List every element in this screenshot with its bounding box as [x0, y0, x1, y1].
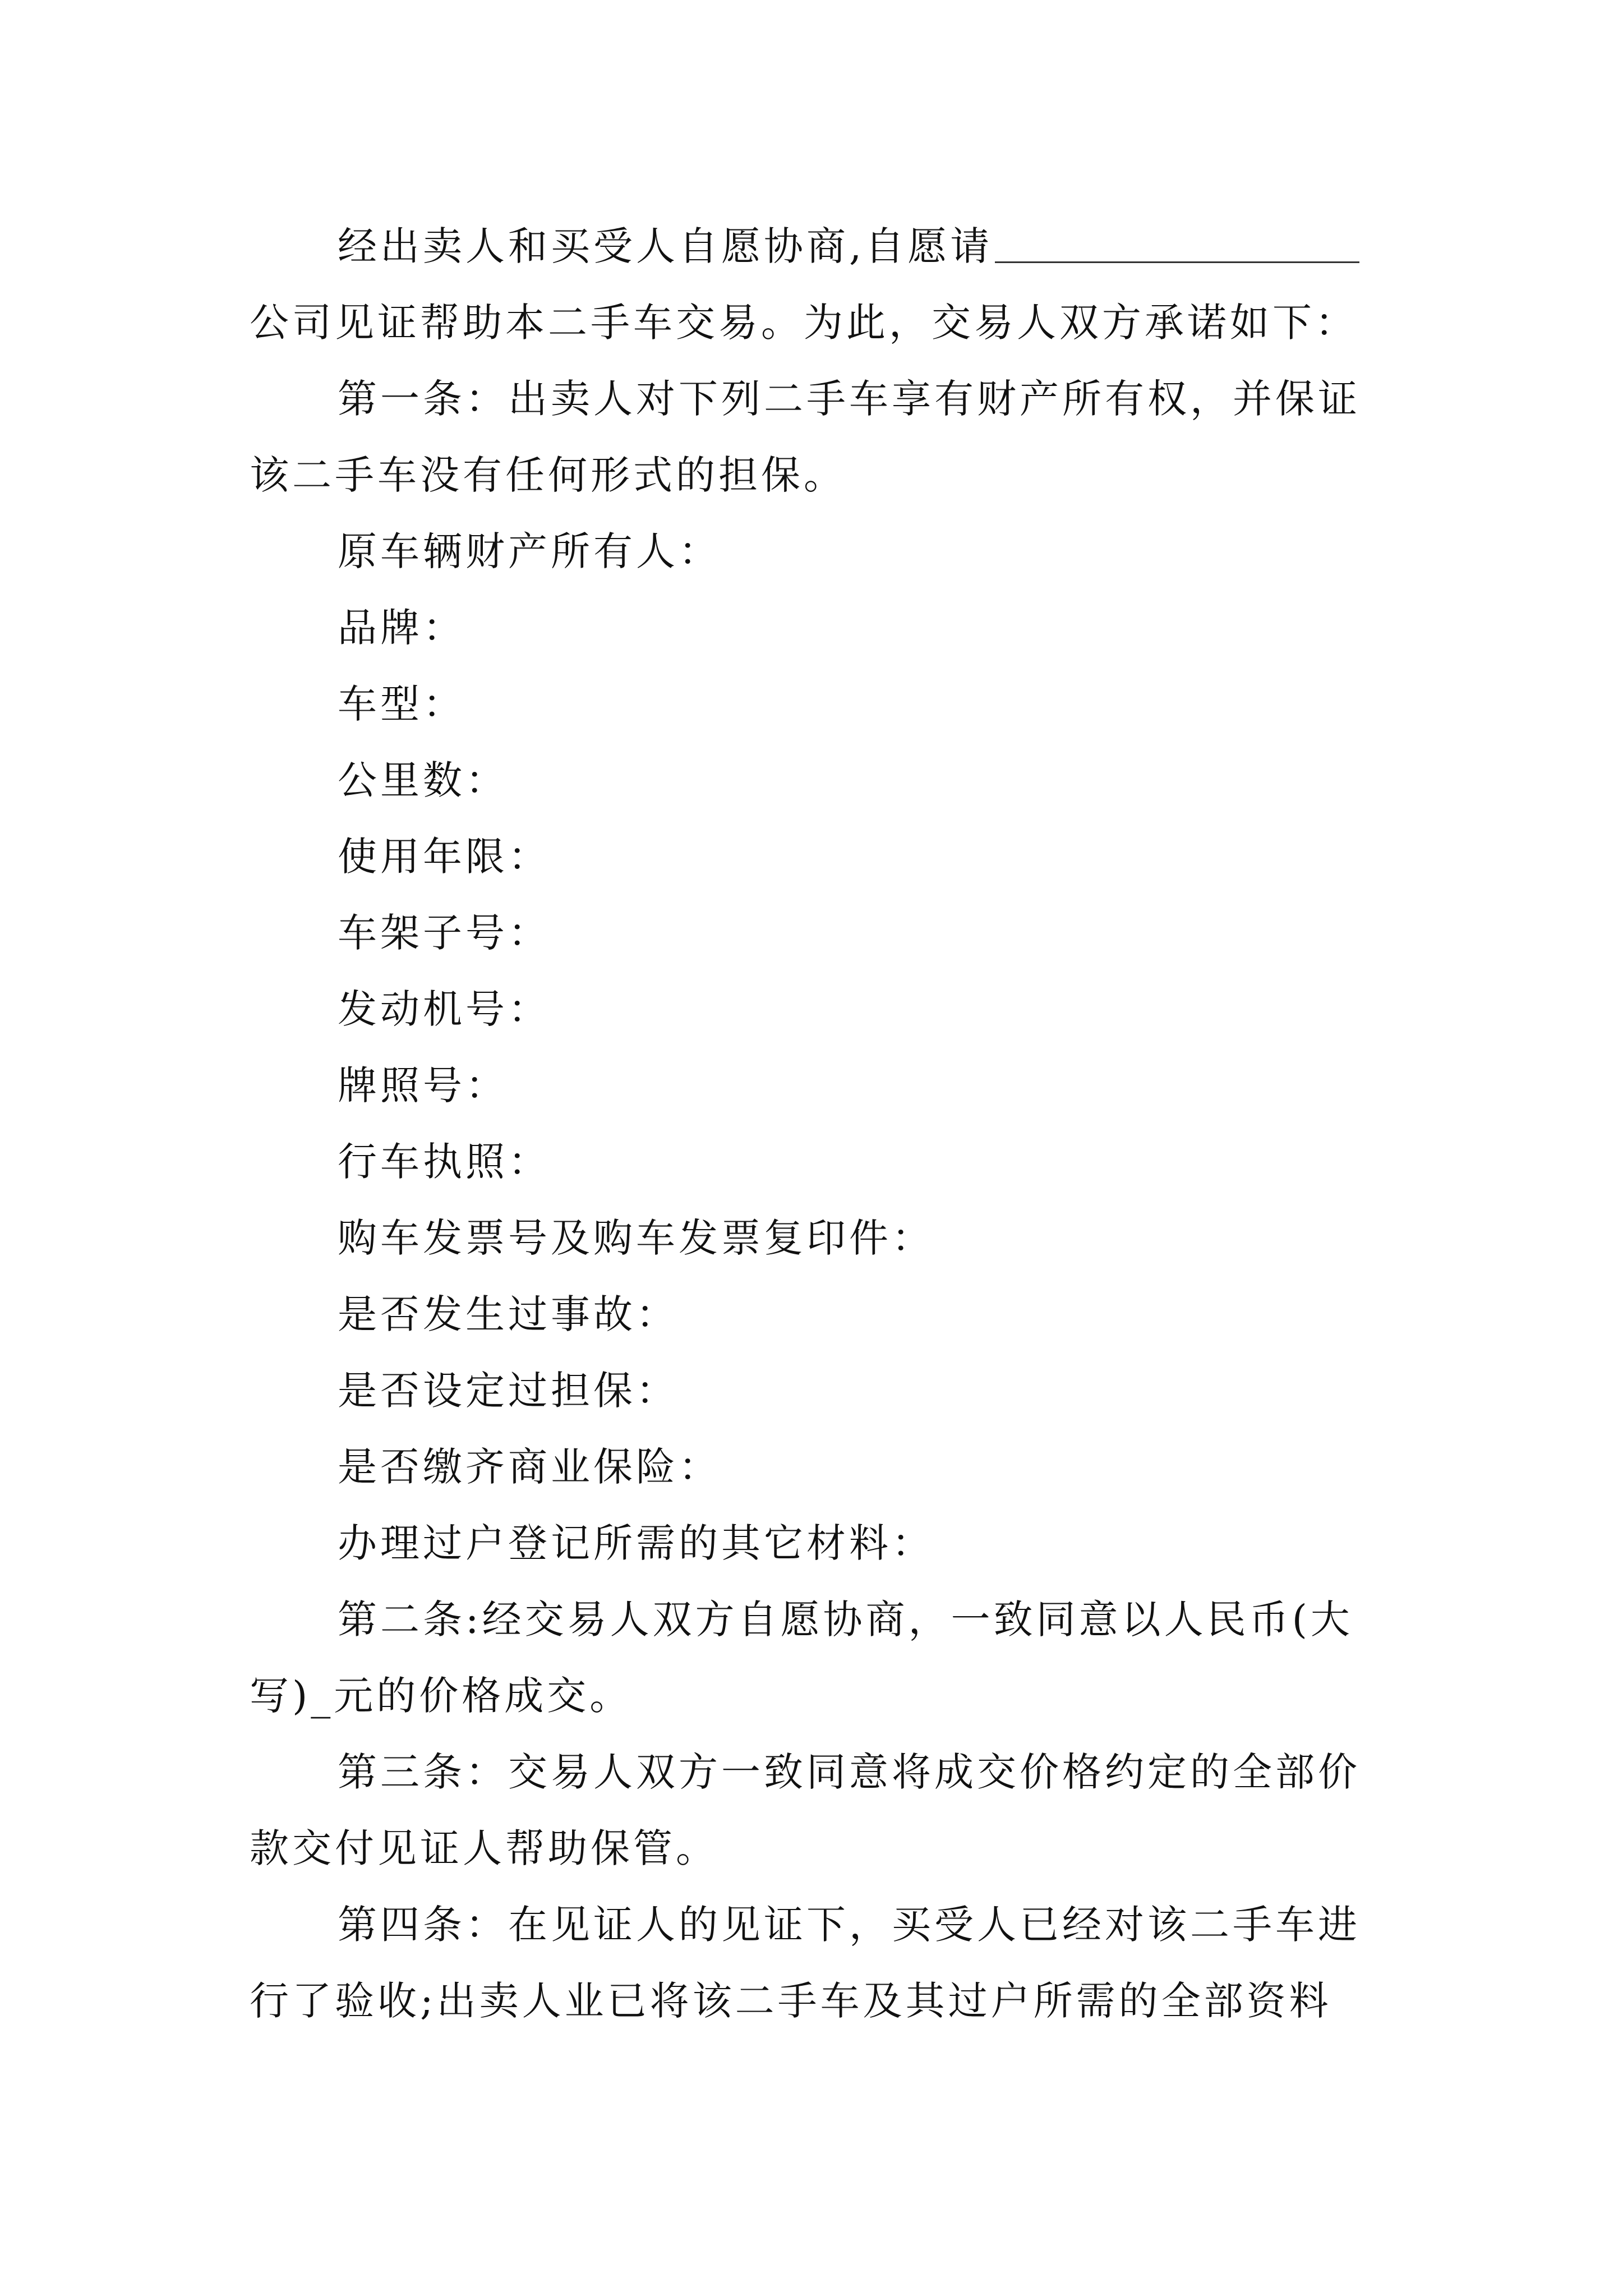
- field-insurance: 是否缴齐商业保险：: [338, 1444, 721, 1490]
- field-brand: 品牌：: [338, 605, 465, 651]
- article-4-line-2: 行了验收;出卖人业已将该二手车及其过户所需的全部资料: [250, 1978, 1332, 2024]
- article-3-line-2: 款交付见证人帮助保管。: [250, 1825, 718, 1871]
- field-original-owner: 原车辆财产所有人：: [338, 528, 721, 574]
- article-1-line-2: 该二手车没有任何形式的担保。: [250, 452, 846, 498]
- intro-text: 经出卖人和买受人自愿协商,自愿请: [338, 223, 993, 269]
- witness-company-blank: [995, 222, 1359, 263]
- intro-continuation: 公司见证帮助本二手车交易。为此，交易人双方承诺如下：: [250, 300, 1358, 346]
- field-plate-number: 牌照号：: [338, 1062, 508, 1108]
- field-model: 车型：: [338, 681, 465, 727]
- field-engine-number: 发动机号：: [338, 986, 551, 1032]
- article-3-line-1: 第三条：交易人双方一致同意将成交价格约定的全部价: [338, 1749, 1361, 1795]
- field-years-used: 使用年限：: [338, 834, 551, 880]
- field-guarantee: 是否设定过担保：: [338, 1368, 679, 1414]
- field-driving-license: 行车执照：: [338, 1139, 551, 1185]
- field-transfer-materials: 办理过户登记所需的其它材料：: [338, 1520, 934, 1566]
- document-body: [250, 208, 1377, 2039]
- article-2-line-2: 写)_元的价格成交。: [250, 1673, 633, 1719]
- article-1-line-1: 第一条：出卖人对下列二手车享有财产所有权，并保证: [338, 376, 1361, 422]
- intro-line: [250, 208, 1377, 284]
- field-accident: 是否发生过事故：: [338, 1291, 679, 1337]
- field-mileage: 公里数：: [338, 757, 508, 803]
- field-invoice: 购车发票号及购车发票复印件：: [338, 1215, 934, 1261]
- article-4-line-1: 第四条：在见证人的见证下，买受人已经对该二手车进: [338, 1902, 1361, 1948]
- field-frame-number: 车架子号：: [338, 910, 551, 956]
- article-2-line-1: 第二条:经交易人双方自愿协商，一致同意以人民币(大: [338, 1596, 1353, 1642]
